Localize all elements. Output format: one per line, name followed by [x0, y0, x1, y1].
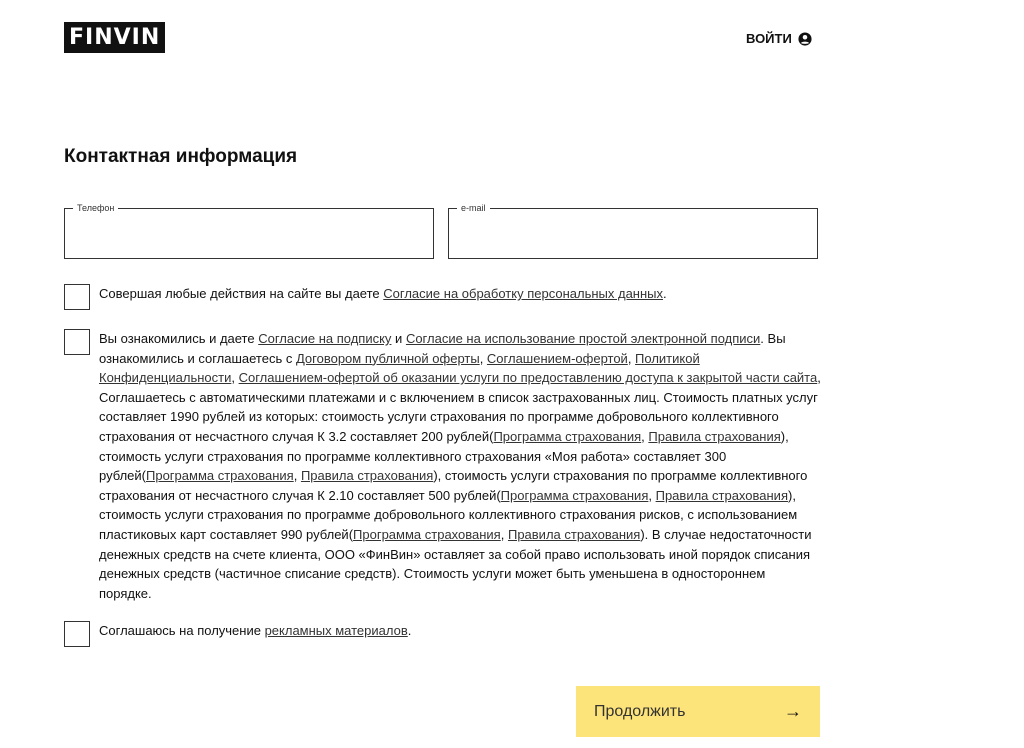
- insurance-program-link[interactable]: Программа страхования: [146, 468, 294, 484]
- insurance-program-link[interactable]: Программа страхования: [493, 428, 642, 444]
- email-label: e-mail: [457, 202, 490, 214]
- phone-input[interactable]: [65, 209, 433, 258]
- user-circle-icon: [798, 32, 812, 46]
- insurance-program-link[interactable]: Программа страхования: [353, 526, 501, 542]
- continue-button[interactable]: [576, 686, 820, 737]
- login-button[interactable]: [746, 31, 812, 46]
- insurance-rules-link[interactable]: Правила страхования: [507, 526, 641, 542]
- insurance-rules-link[interactable]: Правила страхования: [655, 487, 788, 503]
- arrow-right-icon: →: [784, 701, 802, 721]
- offer-consent-text: Вы ознакомились и даете Согласие на подписку и Согласие на использование простой электронной подписи. Вы ознакомились и соглашаетесь с Договором публичной оферты, Соглашением-офертой, Политикой Конфиденциальности, Соглашением-офертой об оказании услуги по предоставлению доступа к закрытой части сайта, Соглашаетесь с автоматическими платежами и с включением в список застрахованных лиц. Стоимость платных услуг составляет 1990 рублей из которых: стоимость услуги страхования по программе добровольного коллективного страхования от несчастного случая К 3.2 составляет 200 рублей(Программа страхования, Правила страхования), стоимость услуги страхования по программе коллективного страхования «Моя работа» составляет 300 рублей(Программа страхования, Правила страхования), стоимость услуги страхования по программе коллективного страхования от несчастного случая К 2.10 составляет 500 рублей(Программа страхования, Правила страхования), стоимость услуги страхования по программе добровольного коллективного страхования рисков, с использованием пластиковых карт составляет 990 рублей(Программа страхования, Правила страхования). В случае недостаточности денежных средств на счете клиента, ООО «ФинВин» оставляет за собой право использовать иной порядок списания денежных средств (частичное списание средств). Стоимость услуги может быть уменьшена в одностороннем порядке.: [99, 331, 821, 601]
- insurance-rules-link[interactable]: Правила страхования: [648, 428, 781, 444]
- phone-field[interactable]: [64, 203, 434, 259]
- personal-data-checkbox[interactable]: [64, 284, 90, 310]
- personal-data-link[interactable]: Согласие на обработку персональных данных: [383, 286, 664, 301]
- logo-text: FINVIN: [69, 25, 161, 50]
- closed-access-offer-link[interactable]: Соглашением-офертой об оказании услуги по предоставлению доступа к закрытой части сайта: [238, 370, 818, 386]
- continue-label: Продолжить: [594, 702, 686, 720]
- marketing-materials-link[interactable]: рекламных материалов: [264, 623, 408, 638]
- login-label: ВОЙТИ: [746, 31, 792, 46]
- esignature-consent-link[interactable]: Согласие на использование простой электронной подписи: [405, 331, 761, 346]
- insurance-program-link[interactable]: Программа страхования: [500, 487, 649, 503]
- email-field[interactable]: [448, 203, 818, 259]
- personal-data-consent-text: Совершая любые действия на сайте вы даете Согласие на обработку персональных данных.: [99, 286, 667, 301]
- privacy-policy-link[interactable]: Политикой Конфиденциальности: [99, 350, 700, 386]
- page-title: Контактная информация: [64, 146, 298, 167]
- email-input[interactable]: [449, 209, 817, 258]
- marketing-consent-text: Соглашаюсь на получение рекламных материалов.: [99, 623, 412, 638]
- marketing-checkbox[interactable]: [64, 621, 90, 647]
- subscription-consent-link[interactable]: Согласие на подписку: [258, 331, 392, 346]
- phone-label: Телефон: [73, 202, 118, 214]
- finvin-logo[interactable]: [64, 22, 165, 53]
- public-offer-link[interactable]: Договором публичной оферты: [295, 350, 480, 366]
- offer-consent-checkbox[interactable]: [64, 329, 90, 355]
- insurance-rules-link[interactable]: Правила страхования: [300, 468, 434, 484]
- offer-agreement-link[interactable]: Соглашением-офертой: [486, 350, 628, 366]
